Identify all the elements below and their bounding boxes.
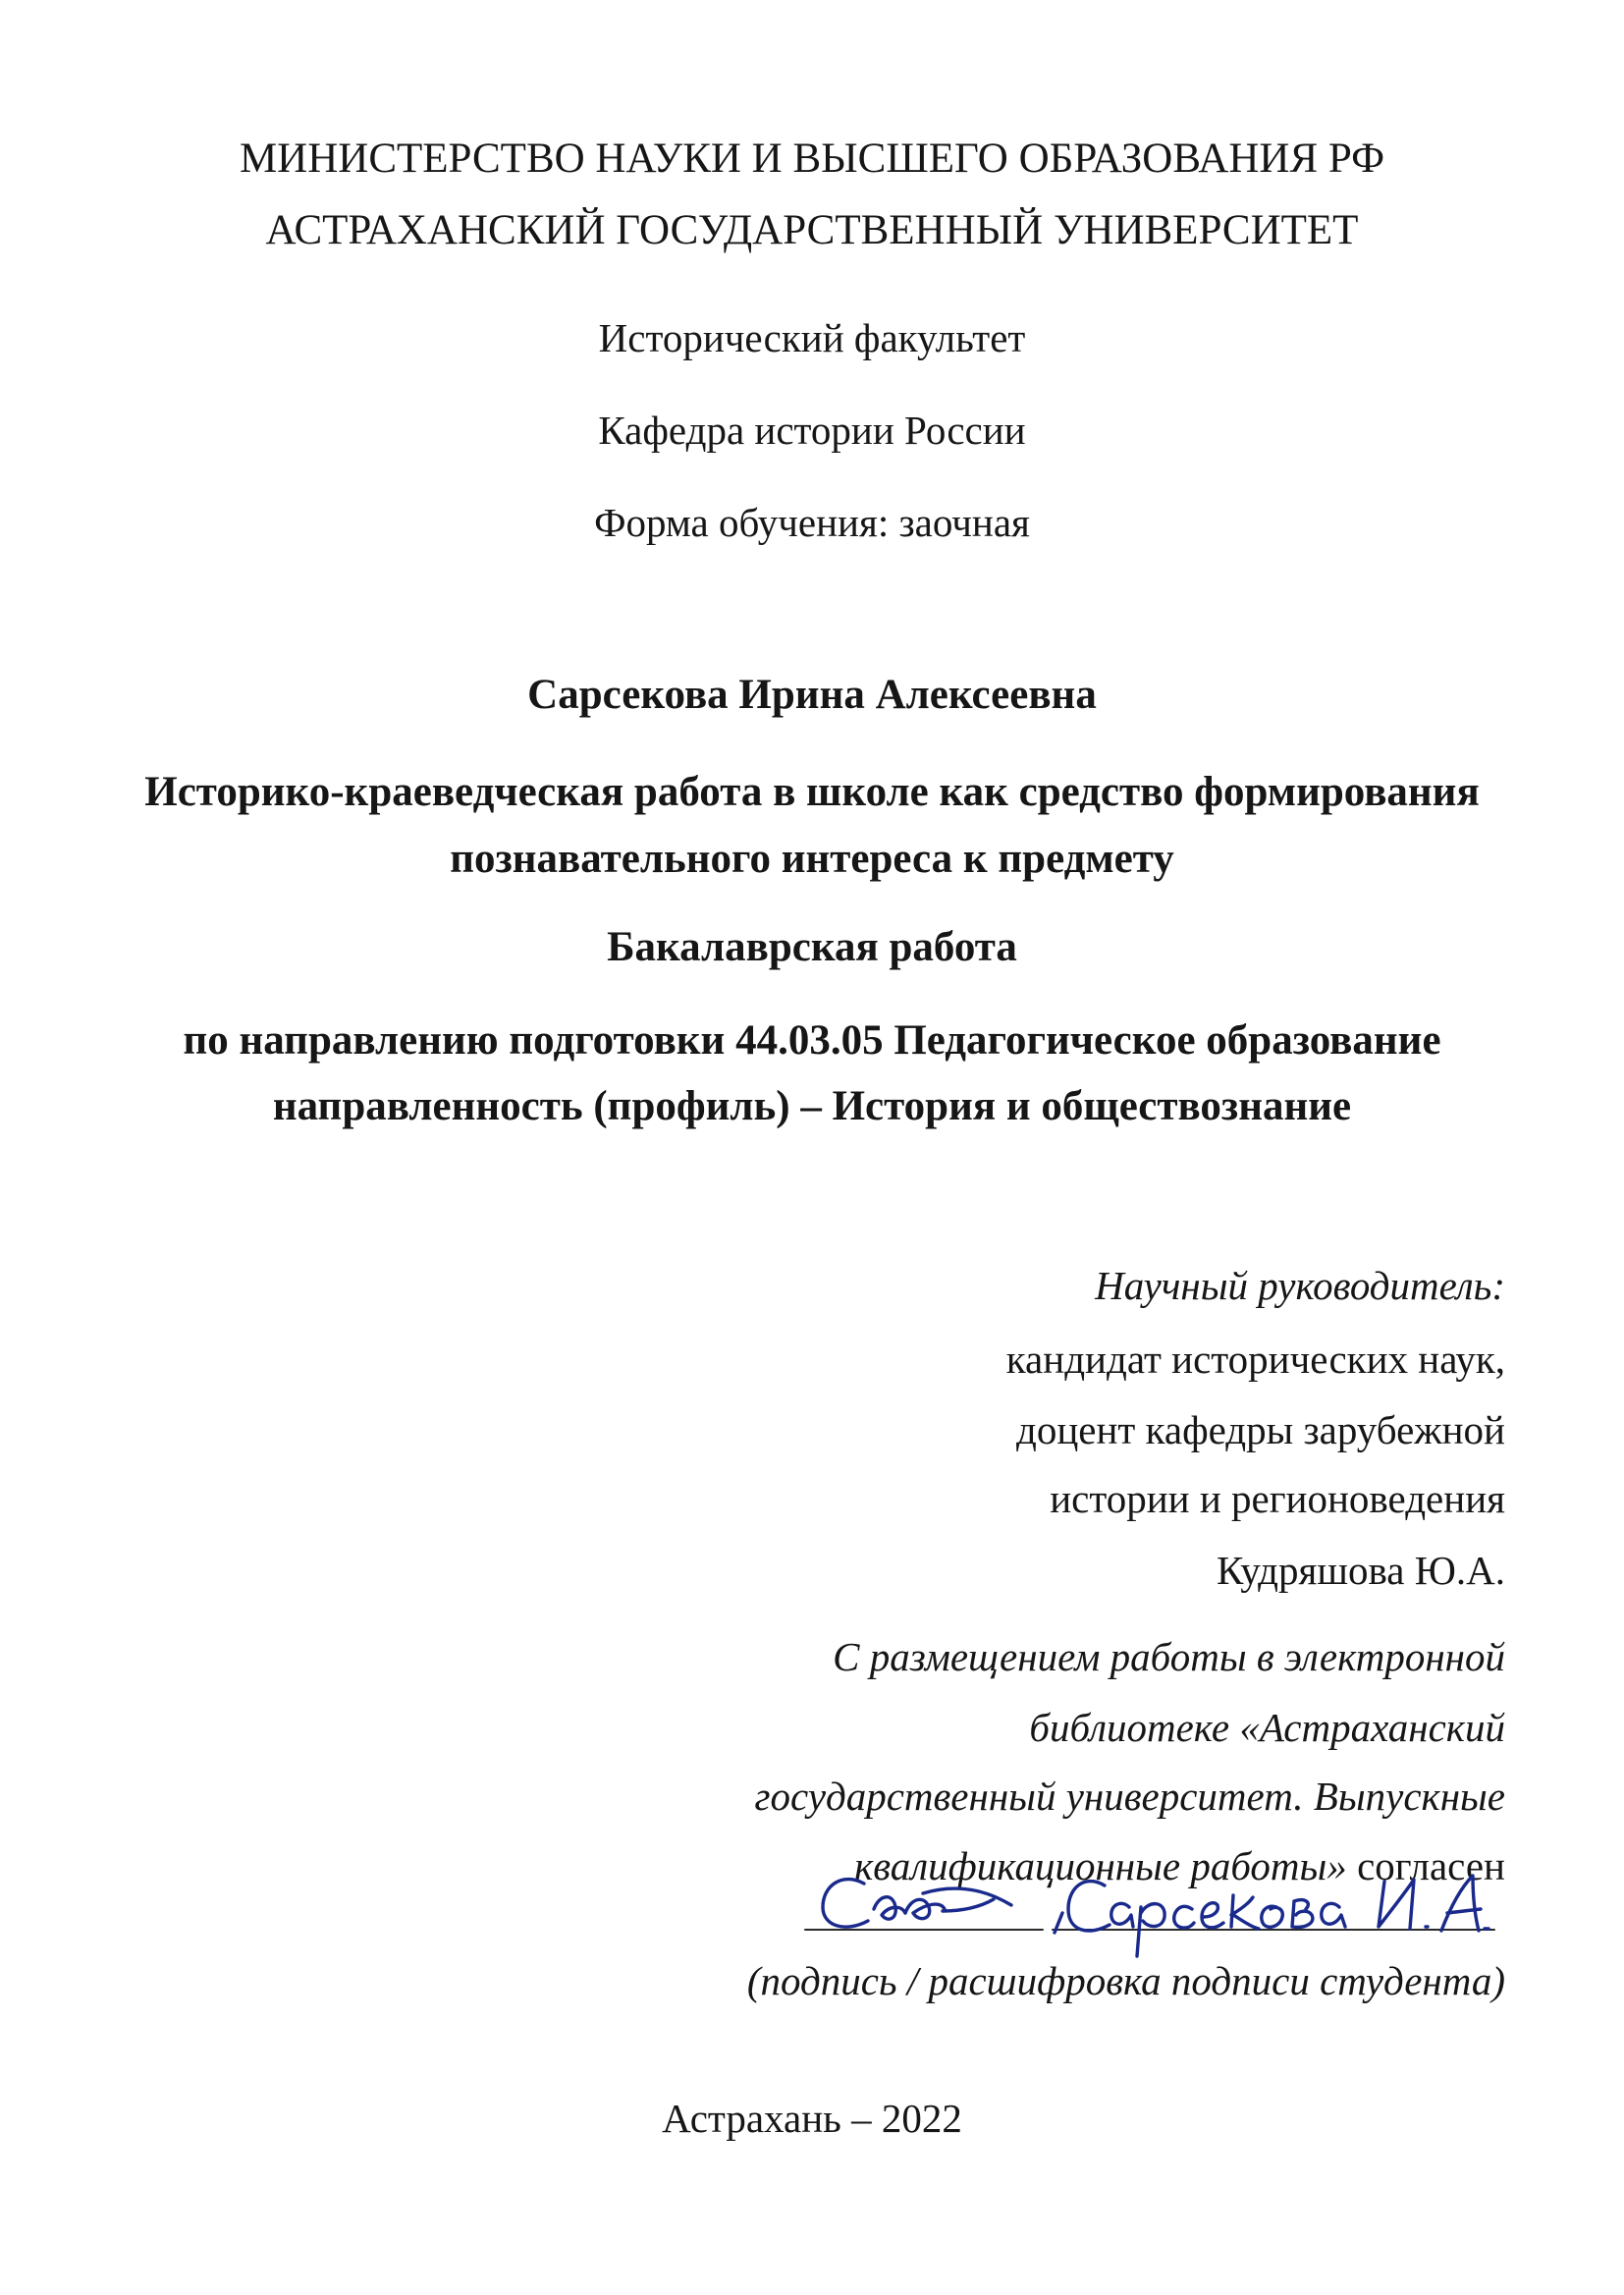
supervisor-department: истории и регионоведения (1050, 1476, 1505, 1521)
study-form-line: Форма обучения: заочная (594, 500, 1030, 545)
ministry-line: МИНИСТЕРСТВО НАУКИ И ВЫСШЕГО ОБРАЗОВАНИЯ РФ (239, 136, 1385, 182)
consent-line-1: С размещением работы в электронной (833, 1634, 1505, 1679)
department-line: Кафедра истории России (598, 408, 1026, 453)
university-line: АСТРАХАНСКИЙ ГОСУДАРСТВЕННЫЙ УНИВЕРСИТЕТ (265, 207, 1359, 253)
supervisor-degree: кандидат исторических наук, (1005, 1337, 1505, 1382)
direction-line-1: по направлению подготовки 44.03.05 Педагогическое образование (183, 1017, 1441, 1064)
consent-line-4-italic: квалификационные работы» (854, 1843, 1347, 1888)
consent-line-4-regular: согласен (1346, 1843, 1505, 1888)
supervisor-position: доцент кафедры зарубежной (1015, 1407, 1505, 1452)
faculty-line: Исторический факультет (598, 315, 1026, 360)
author-name: Сарсекова Ирина Алексеевна (527, 672, 1097, 718)
signature-caption: (подпись / расшифровка подписи студента) (746, 1958, 1505, 2003)
consent-line-2: библиотеке «Астраханский (1029, 1705, 1505, 1750)
city-year: Астрахань – 2022 (662, 2096, 962, 2141)
title-line-1: Историко-краеведческая работа в школе как средство формирования (144, 769, 1480, 815)
work-type: Бакалаврская работа (607, 924, 1017, 970)
direction-line-2: направленность (профиль) – История и обществознание (272, 1083, 1352, 1129)
consent-line-3: государственный университет. Выпускные (754, 1774, 1505, 1819)
title-line-2: познавательного интереса к предмету (450, 836, 1174, 882)
supervisor-name: Кудряшова Ю.А. (1217, 1548, 1505, 1593)
supervisor-heading: Научный руководитель: (1095, 1263, 1505, 1308)
